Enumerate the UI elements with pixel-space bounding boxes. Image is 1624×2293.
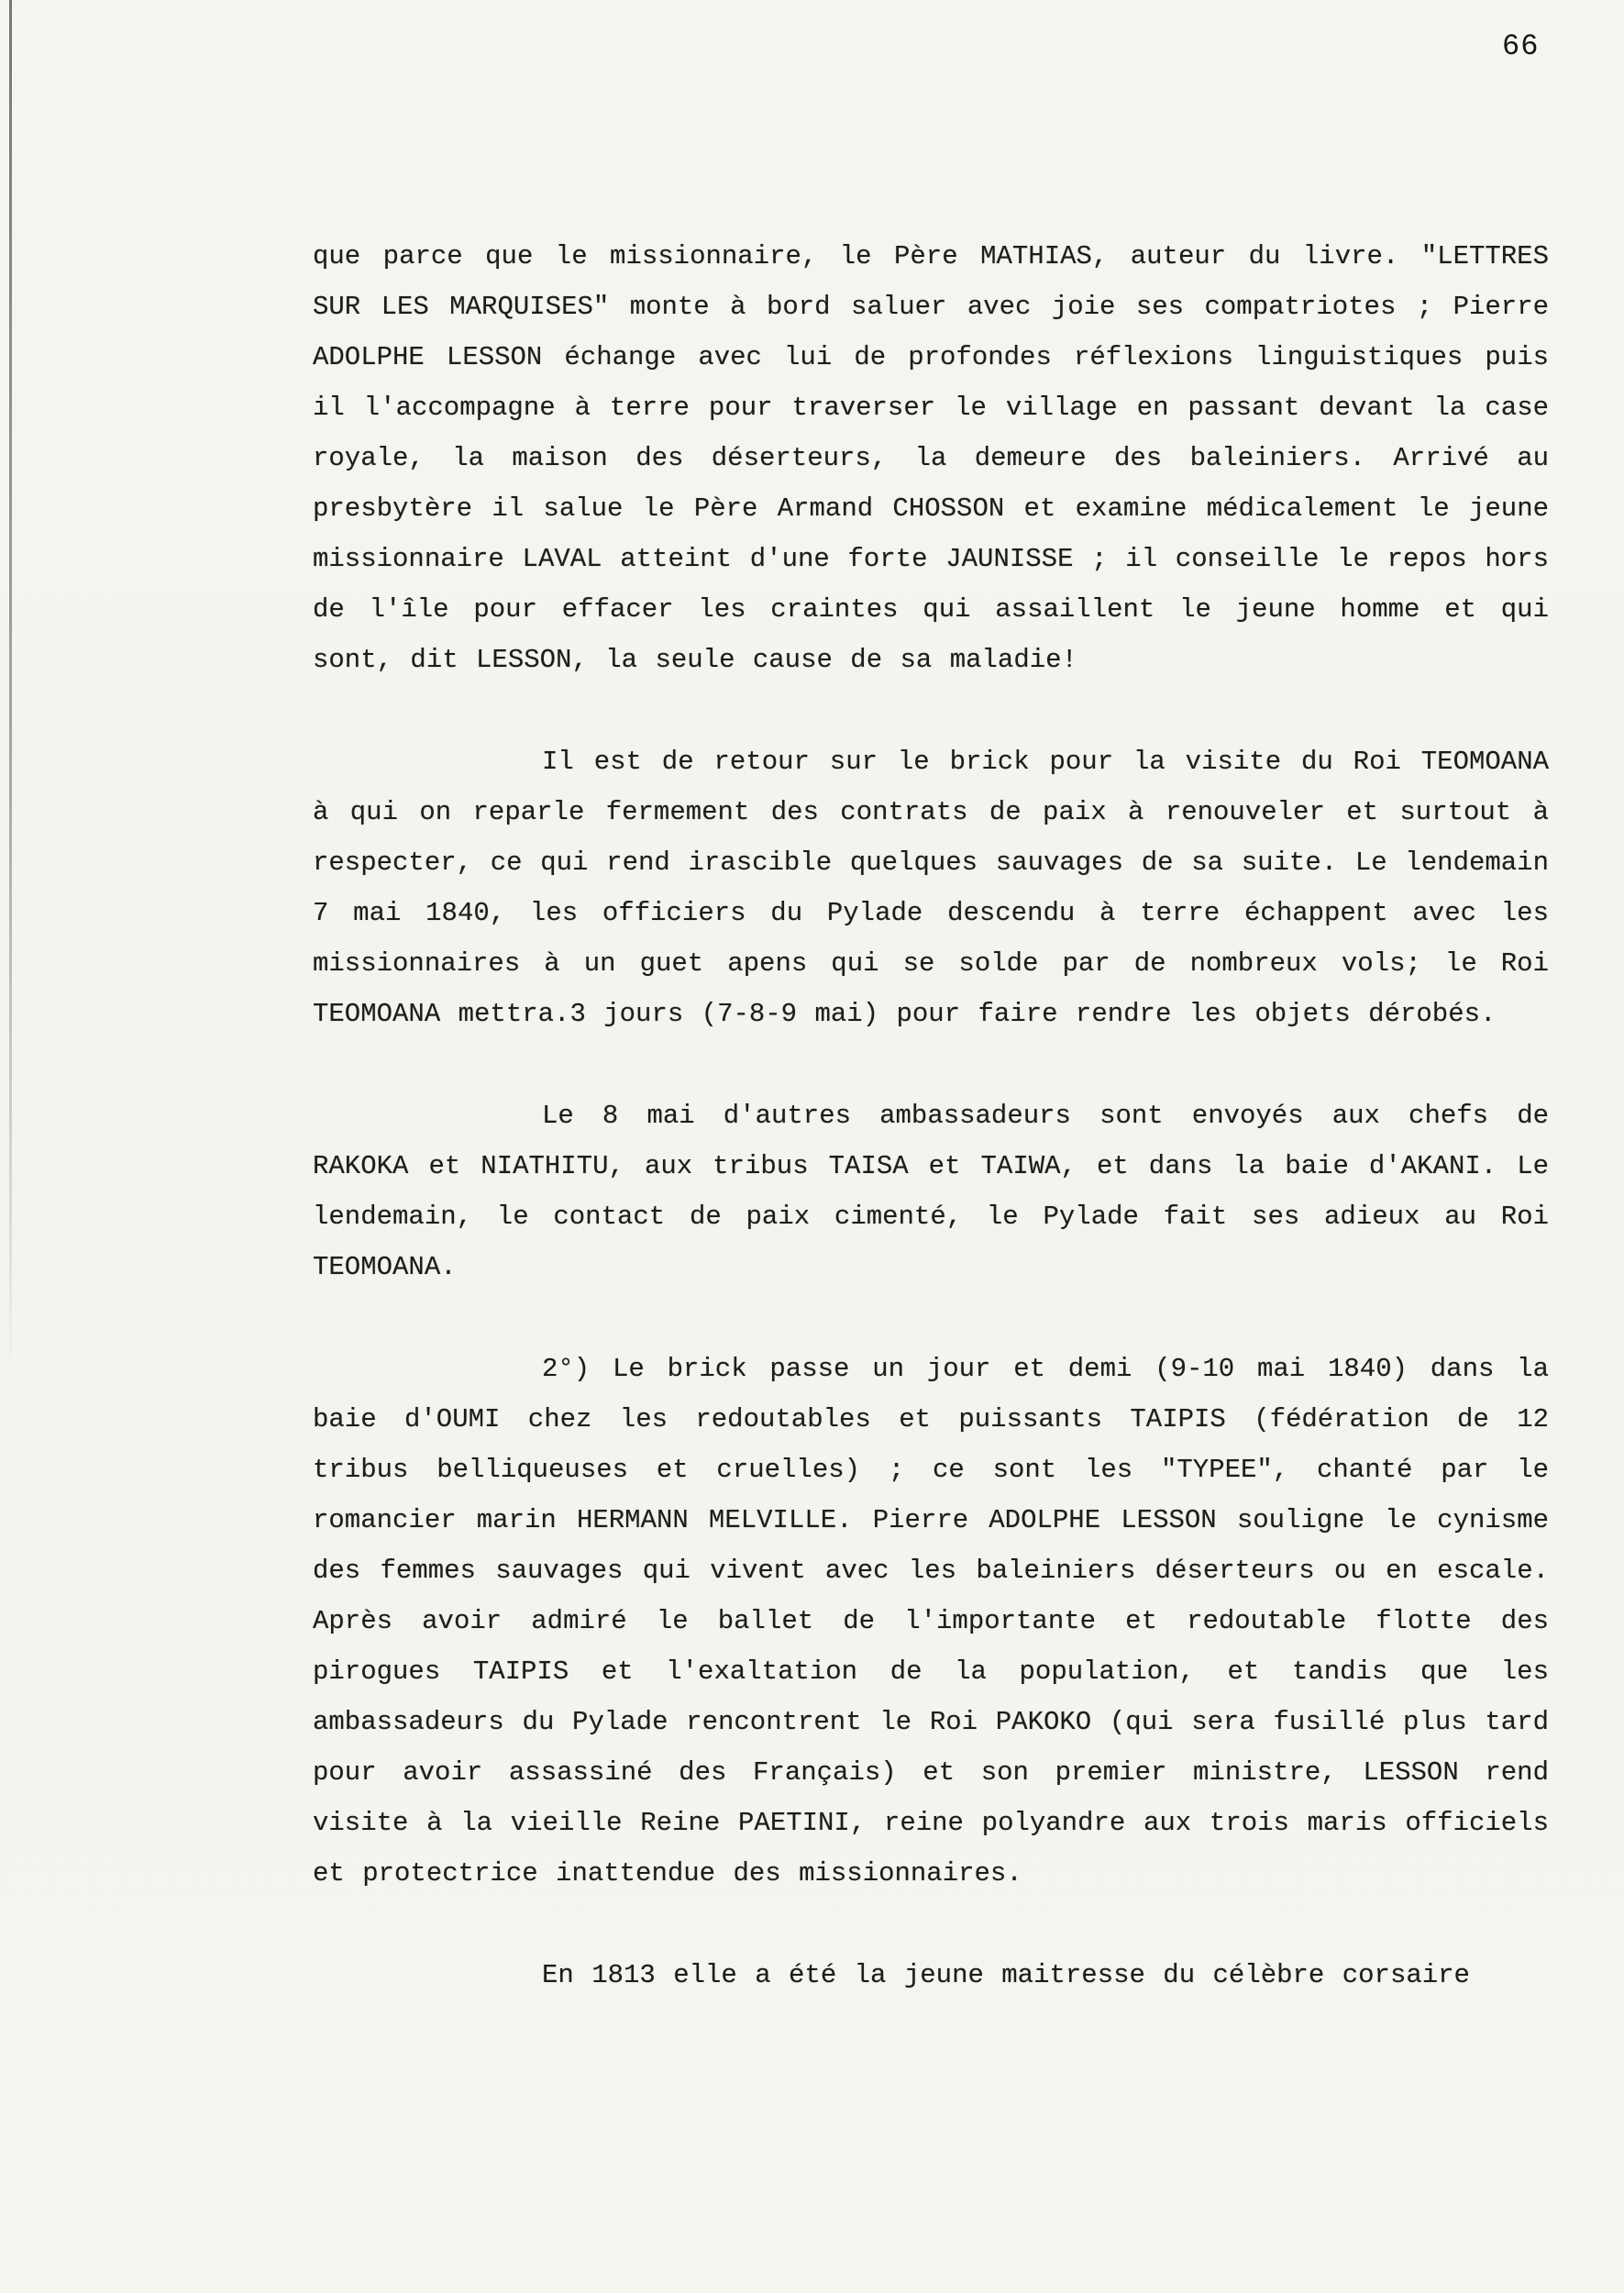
scan-edge-artifact: [9, 0, 12, 1376]
paragraph-3: Le 8 mai d'autres ambassadeurs sont envoyés aux chefs de RAKOKA et NIATHITU, aux tribus TAISA et TAIWA, et dans la baie d'AKANI. Le lendemain, le contact de paix cimenté, le Pylade fait ses adieux au Roi TEOMOANA.: [313, 1101, 1549, 1282]
paragraph-2: Il est de retour sur le brick pour la visite du Roi TEOMOANA à qui on reparle fermement des contrats de paix à renouveler et surtout à respecter, ce qui rend irascible quelques sauvages de sa suite. Le lendemain 7 mai 1840, les officiers du Pylade descendu à terre échappent avec les missionnaires à un guet apens qui se solde par de nombreux vols; le Roi TEOMOANA mettra.3 jours (7-8-9 mai) pour faire rendre les objets dérobés.: [313, 747, 1549, 1029]
page-number: 66: [1502, 29, 1540, 63]
paragraph-4: 2°) Le brick passe un jour et demi (9-10 mai 1840) dans la baie d'OUMI chez les redoutables et puissants TAIPIS (fédération de 12 tribus belliqueuses et cruelles) ; ce sont les "TYPEE", chanté par le romancier marin HERMANN MELVILLE. Pierre ADOLPHE LESSON souligne le cynisme des femmes sauvages qui vivent avec les baleiniers déserteurs ou en escale. Après avoir admiré le ballet de l'importante et redoutable flotte des pirogues TAIPIS et l'exaltation de la population, et tandis que les ambassadeurs du Pylade rencontrent le Roi PAKOKO (qui sera fusillé plus tard pour avoir assassiné des Français) et son premier ministre, LESSON rend visite à la vieille Reine PAETINI, reine polyandre aux trois maris officiels et protectrice inattendue des missionnaires.: [313, 1354, 1549, 1889]
paragraph-5: En 1813 elle a été la jeune maitresse du célèbre corsaire: [542, 1960, 1470, 1990]
document-text-block: [313, 231, 1549, 2052]
paragraph-1: que parce que le missionnaire, le Père MATHIAS, auteur du livre. "LETTRES SUR LES MARQUISES" monte à bord saluer avec joie ses compatriotes ; Pierre ADOLPHE LESSON échange avec lui de profondes réflexions linguistiques puis il l'accompagne à terre pour traverser le village en passant devant la case royale, la maison des déserteurs, la demeure des baleiniers. Arrivé au presbytère il salue le Père Armand CHOSSON et examine médicalement le jeune missionnaire LAVAL atteint d'une forte JAUNISSE ; il conseille le repos hors de l'île pour effacer les craintes qui assaillent le jeune homme et qui sont, dit LESSON, la seule cause de sa maladie!: [313, 241, 1549, 675]
